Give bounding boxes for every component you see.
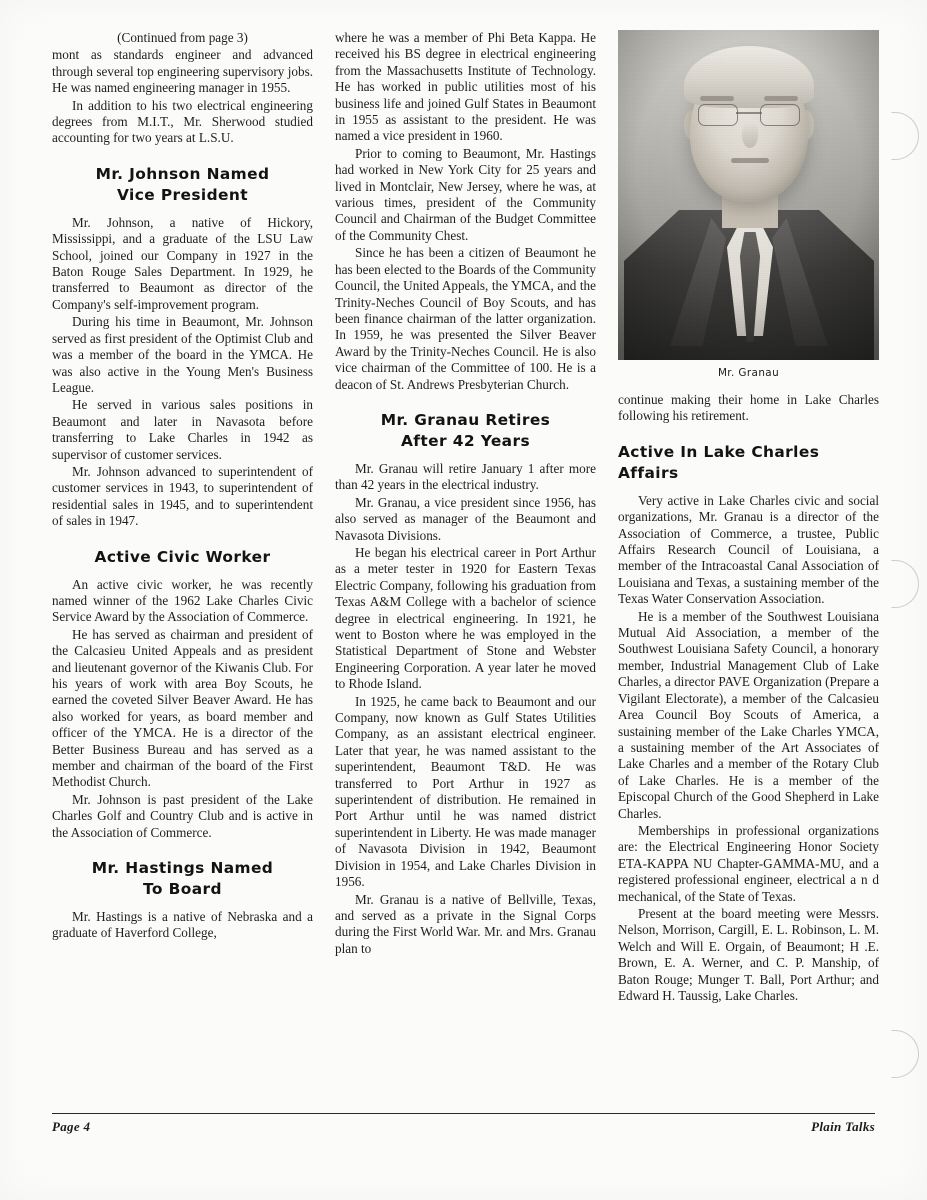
footer-publication-name: Plain Talks xyxy=(811,1119,875,1134)
section-heading-johnson xyxy=(52,164,313,206)
paragraph: Mr. Johnson, a native of Hickory, Mississippi, and a graduate of the LSU Law School, joined our Company in 1927 in the Baton Rouge Sales Department. In 1929, he transferred to Beaumont as director of the Company's self-improvement program. xyxy=(52,214,313,312)
binder-ring-mark-3 xyxy=(891,1030,919,1078)
paragraph: He began his electrical career in Port Arthur as a meter tester in 1920 for Eastern Texas Electric Company, following his graduation from Texas A&M College with a bachelor of science degree in electrical engineering. In 1921, he went to Boston where he was employed in the Statistical Department of Stone and Webster Engineering Corporation. A year later he moved to Rhode Island. xyxy=(335,544,596,692)
portrait-figure xyxy=(618,30,879,379)
paragraph: Present at the board meeting were Messrs. Nelson, Morrison, Cargill, E. L. Robinson, L. M. Welch and Will E. Orgain, of Beaumont; H .E. Brown, E. A. Werner, and C. P. Manship, of Baton Rouge; Munger T. Ball, Port Arthur; and Edward H. Taussig, Lake Charles. xyxy=(618,905,879,1003)
paragraph: In addition to his two electrical engineering degrees from M.I.T., Mr. Sherwood studied accounting for two years at L.S.U. xyxy=(52,97,313,146)
section-heading-granau-retires xyxy=(335,410,596,452)
three-column-layout xyxy=(52,30,880,1090)
column-1 xyxy=(52,30,313,1090)
page-content xyxy=(52,30,880,1135)
heading-line-1: Mr. Johnson Named xyxy=(95,164,270,183)
paragraph: He has served as chairman and president of the Calcasieu United Appeals and as president and lieutenant governor of the Kiwanis Club. For his years of work with area Boy Scouts, he earned the coveted Silver Beaver Award. He has also worked for years, as board member and officer of the YMCA. He is a director of the Better Business Bureau and has served as a member and chairman of the board of the First Methodist Church. xyxy=(52,626,313,790)
section-heading-civic-worker: Active Civic Worker xyxy=(94,547,271,566)
paragraph: Since he has been a citizen of Beaumont he has been elected to the Boards of the Community Council, the United Appeals, the YMCA, and the Trinity-Neches Council of Boy Scouts, and has been finance chairman of the latter organization. In 1959, he was presented the Silver Beaver Award by the Trinity-Neches Council. He is also vice chairman of the Committee of 100. He is a deacon of St. Andrews Presbyterian Church. xyxy=(335,245,596,392)
paragraph: Prior to coming to Beaumont, Mr. Hastings had worked in New York City for 25 years and lived in Montclair, New Jersey, where he was, at various times, president of the Community Council and Chairman of the Budget Committee of the Community Chest. xyxy=(335,145,596,243)
paragraph: Very active in Lake Charles civic and social organizations, Mr. Granau is a director of the Association of Commerce, a trustee, Public Affairs Research Council of Louisiana, a member of the Intracoastal Canal Association of Louisiana and Texas, a sustaining member of the Texas Water Conservation Association. xyxy=(618,492,879,607)
paragraph: continue making their home in Lake Charles following his retirement. xyxy=(618,392,879,424)
paragraph: An active civic worker, he was recently named winner of the 1962 Lake Charles Civic Service Award by the Association of Commerce. xyxy=(52,576,313,625)
binder-ring-mark-1 xyxy=(891,112,919,160)
paragraph: Memberships in professional organizations are: the Electrical Engineering Honor Society ETA-KAPPA NU Chapter-GAMMA-MU, and a registered professional engineer, electrical a n d mechanical, of the State of Texas. xyxy=(618,822,879,904)
section-heading-hastings xyxy=(52,858,313,900)
paragraph: During his time in Beaumont, Mr. Johnson served as first president of the Optimist Club and was a member of the board in the YMCA. He was also active in the Young Men's Business League. xyxy=(52,314,313,395)
heading-line-2: To Board xyxy=(143,880,222,899)
paragraph: mont as standards engineer and advanced through several top engineering supervisory jobs. He was named engineering manager in 1955. xyxy=(52,47,313,96)
paragraph: Mr. Johnson is past president of the Lake Charles Golf and Country Club and is active in the Association of Commerce. xyxy=(52,791,313,840)
paragraph: He is a member of the Southwest Louisiana Mutual Aid Association, a member of the Southwest Louisiana Safety Council, a honorary member, Industrial Management Club of Lake Charles, a director PAVE Organization (Prepare a Vigilant Electorate), a member of the Calcasieu Area Council Boy Scouts of America, a sustaining member of the Lake Charles YMCA, a sustaining member of the Art Associates of Lake Charles and a member of the Rotary Club of Lake Charles. He is a member of the Episcopal Church of the Good Shepherd in Lake Charles. xyxy=(618,608,879,821)
paragraph: Mr. Johnson advanced to superintendent of customer services in 1943, to superintendent of residential sales in 1945, and to superintendent of sales in 1947. xyxy=(52,463,313,529)
continued-from-note: (Continued from page 3) xyxy=(117,30,248,45)
portrait-photo xyxy=(618,30,879,360)
paragraph: Mr. Granau is a native of Bellville, Texas, and served as a private in the Signal Corps during the First World War. Mr. and Mrs. Granau plan to xyxy=(335,891,596,956)
column-3 xyxy=(618,30,879,1090)
heading-line-1: Mr. Granau Retires xyxy=(380,410,551,429)
paragraph: Mr. Granau will retire January 1 after more than 42 years in the electrical industry. xyxy=(335,460,596,493)
paragraph: He served in various sales positions in Beaumont and later in Navasota before transferring to Lake Charles in 1942 as supervisor of customer services. xyxy=(52,397,313,462)
section-heading-lake-charles-affairs: Active In Lake Charles Affairs xyxy=(618,442,820,482)
paragraph: where he was a member of Phi Beta Kappa. He received his BS degree in electrical engineering from the Massachusetts Institute of Technology. He has worked in public utilities most of his business life and joined Gulf States in Beaumont in 1955 as assistant to the president. He was named a vice president in 1960. xyxy=(335,30,596,144)
photo-caption: Mr. Granau xyxy=(717,367,780,379)
footer-page-number: Page 4 xyxy=(52,1119,91,1134)
page-footer xyxy=(52,1113,875,1143)
paragraph: Mr. Hastings is a native of Nebraska and a graduate of Haverford College, xyxy=(52,909,313,941)
photo-grain xyxy=(618,30,879,360)
heading-line-2: Vice President xyxy=(117,185,248,204)
heading-line-2: After 42 Years xyxy=(400,431,531,450)
heading-line-1: Mr. Hastings Named xyxy=(91,859,274,878)
paragraph: Mr. Granau, a vice president since 1956, has also served as manager of the Beaumont and Navasota Divisions. xyxy=(335,494,596,543)
binder-ring-mark-2 xyxy=(891,560,919,608)
column-2 xyxy=(335,30,596,1090)
paragraph: In 1925, he came back to Beaumont and our Company, now known as Gulf States Utilities Company, as an assistant electrical engineer. Later that year, he was named assistant to the superintendent, Beaumont T&D. He was transferred to Port Arthur in 1927 as superintendent of distribution. He remained in Port Arthur until he was named district superintendent in Liberty. He was made manager of Navasota Division in 1942, Beaumont Division in 1954, and Lake Charles Division in 1956. xyxy=(335,693,596,890)
